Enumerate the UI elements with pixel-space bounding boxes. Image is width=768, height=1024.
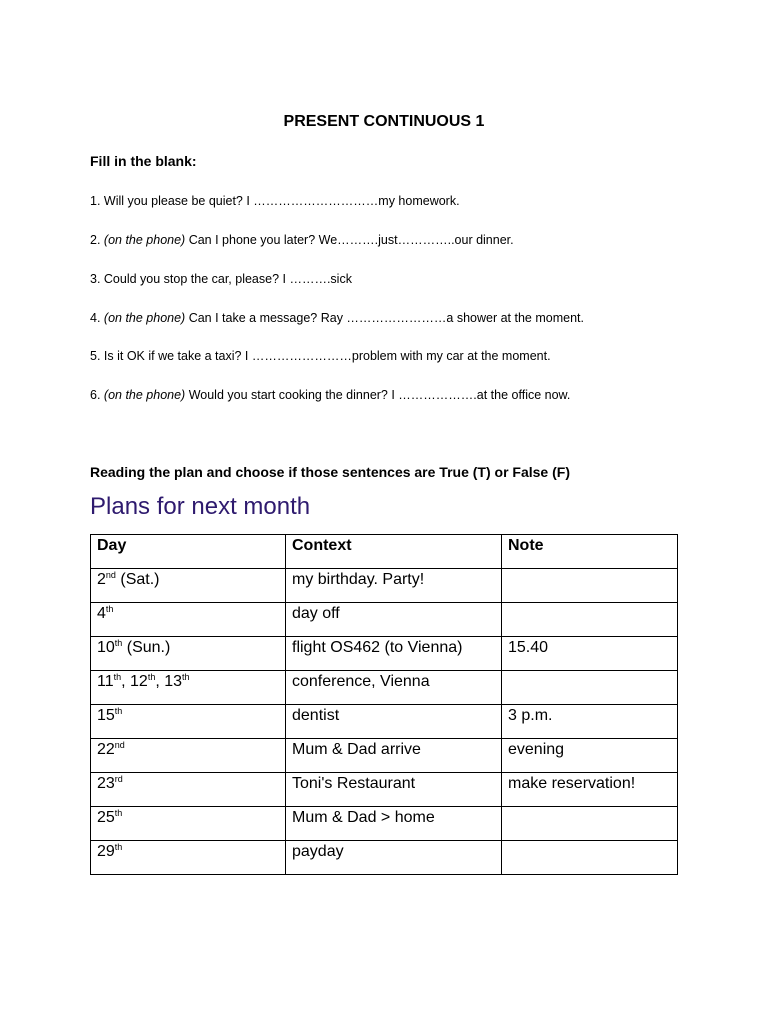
cell-day: 4th xyxy=(91,603,286,637)
exercise-number: 5. xyxy=(90,349,104,363)
cell-day: 2nd (Sat.) xyxy=(91,569,286,603)
header-day: Day xyxy=(91,535,286,569)
cell-note xyxy=(502,603,678,637)
exercise-text: Will you please be quiet? I …………………………my homework. xyxy=(103,194,460,208)
exercise-text: Would you start cooking the dinner? I ……………….at the office now. xyxy=(185,388,571,402)
cell-note: 3 p.m. xyxy=(502,705,678,739)
cell-note: evening xyxy=(502,739,678,773)
exercise-context: (on the phone) xyxy=(103,388,186,402)
fill-in-heading: Fill in the blank: xyxy=(90,153,197,169)
exercise-context: (on the phone) xyxy=(103,311,186,325)
table-row xyxy=(91,705,678,739)
reading-heading: Reading the plan and choose if those sentences are True (T) or False (F) xyxy=(90,464,570,480)
exercise-text: Is it OK if we take a taxi? I ……………………problem with my car at the moment. xyxy=(103,349,551,363)
table-header-row xyxy=(91,535,678,569)
exercise-item-6 xyxy=(90,387,570,403)
exercise-number: 6. xyxy=(90,388,104,402)
exercise-text: Can I take a message? Ray ……………………a shower at the moment. xyxy=(185,311,584,325)
cell-day: 23rd xyxy=(91,773,286,807)
cell-note xyxy=(502,841,678,875)
cell-context: my birthday. Party! xyxy=(286,569,502,603)
cell-context: flight OS462 (to Vienna) xyxy=(286,637,502,671)
plans-table xyxy=(90,534,678,875)
cell-context: conference, Vienna xyxy=(286,671,502,705)
cell-day: 29th xyxy=(91,841,286,875)
exercise-number: 3. xyxy=(90,272,104,286)
plans-title: Plans for next month xyxy=(90,493,311,520)
cell-note: 15.40 xyxy=(502,637,678,671)
table-row xyxy=(91,807,678,841)
exercise-item-4 xyxy=(90,310,584,326)
exercise-text: Could you stop the car, please? I ……….sick xyxy=(103,272,352,286)
cell-context: Mum & Dad > home xyxy=(286,807,502,841)
table-row xyxy=(91,603,678,637)
page-title: PRESENT CONTINUOUS 1 xyxy=(283,113,485,130)
exercise-item-3 xyxy=(90,271,352,287)
cell-day: 25th xyxy=(91,807,286,841)
header-context: Context xyxy=(286,535,502,569)
cell-context: payday xyxy=(286,841,502,875)
exercise-number: 2. xyxy=(90,233,104,247)
exercise-number: 1. xyxy=(90,194,104,208)
cell-day: 22nd xyxy=(91,739,286,773)
cell-day: 15th xyxy=(91,705,286,739)
table-row xyxy=(91,671,678,705)
cell-day: 10th (Sun.) xyxy=(91,637,286,671)
cell-context: Toni's Restaurant xyxy=(286,773,502,807)
exercise-item-1 xyxy=(90,193,460,209)
cell-context: day off xyxy=(286,603,502,637)
exercise-item-5 xyxy=(90,348,551,364)
cell-note xyxy=(502,671,678,705)
cell-note: make reservation! xyxy=(502,773,678,807)
exercise-item-2 xyxy=(90,232,514,248)
table-row xyxy=(91,637,678,671)
table-row xyxy=(91,739,678,773)
cell-context: Mum & Dad arrive xyxy=(286,739,502,773)
table-row xyxy=(91,773,678,807)
table-row xyxy=(91,569,678,603)
cell-day: 11th, 12th, 13th xyxy=(91,671,286,705)
header-note: Note xyxy=(502,535,678,569)
cell-note xyxy=(502,807,678,841)
exercise-text: Can I phone you later? We……….just…………..our dinner. xyxy=(185,233,514,247)
exercise-context: (on the phone) xyxy=(103,233,186,247)
table-row xyxy=(91,841,678,875)
exercise-number: 4. xyxy=(90,311,104,325)
cell-note xyxy=(502,569,678,603)
cell-context: dentist xyxy=(286,705,502,739)
